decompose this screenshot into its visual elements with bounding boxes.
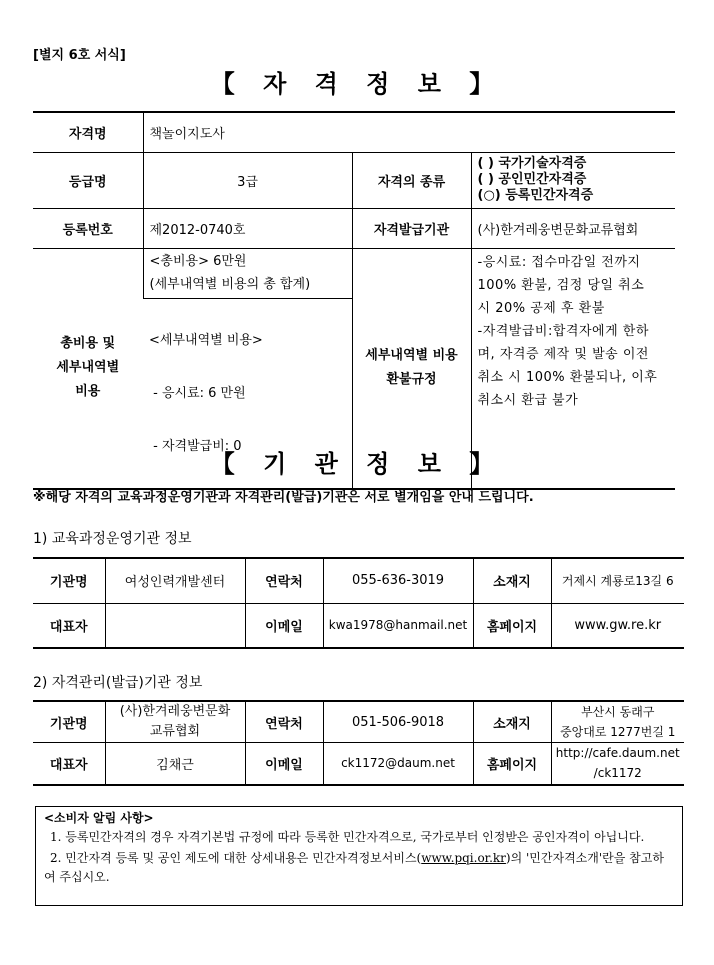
qual-issuer-label: 자격발급기관 (352, 208, 471, 248)
edu-rep-label: 대표자 (33, 603, 105, 648)
qual-type-label: 자격의 종류 (352, 152, 471, 208)
qual-issuer-value: (사)한겨레웅변문화교류협회 (471, 208, 675, 248)
issue-name-value: (사)한겨레웅변문화 교류협회 (105, 701, 245, 743)
issue-email-value: ck1172@daum.net (323, 743, 473, 785)
issue-rep-value: 김채근 (105, 743, 245, 785)
qual-grade-label: 등급명 (33, 152, 143, 208)
edu-contact-value: 055-636-3019 (323, 558, 473, 603)
qualification-section-title: 【 자 격 정 보 】 (210, 70, 504, 98)
qual-grade-value: 3급 (143, 152, 352, 208)
edu-email-value: kwa1978@hanmail.net (323, 603, 473, 648)
qual-name-value: 책놀이지도사 (143, 112, 675, 152)
qual-detail-cost: <세부내역별 비용> - 응시료: 6 만원 - 자격발급비: 0 (143, 298, 352, 489)
qual-name-label: 자격명 (33, 112, 143, 152)
edu-address-value: 거제시 계룡로13길 6 (551, 558, 684, 603)
issue-homepage-value: http://cafe.daum.net /ck1172 (551, 743, 684, 785)
issue-org-heading: 2) 자격관리(발급)기관 정보 (33, 675, 203, 691)
edu-org-table (33, 557, 684, 649)
form-label: [별지 6호 서식] (33, 48, 126, 63)
qual-reg-value: 제2012-0740호 (143, 208, 352, 248)
type-option-certified: ( ) 공인민간자격증 (477, 172, 587, 187)
consumer-notice-item-2: 2. 민간자격 등록 및 공인 제도에 대한 상세내용은 민간자격정보서비스(www.pqi.or.kr)의 '민간자격소개'란을 참고하여 주십시오. (44, 851, 664, 884)
edu-email-label: 이메일 (245, 603, 323, 648)
qual-reg-label: 등록번호 (33, 208, 143, 248)
qual-cost-label: 총비용 및 세부내역별 비용 (33, 248, 143, 489)
edu-org-heading: 1) 교육과정운영기관 정보 (33, 531, 192, 547)
edu-name-label: 기관명 (33, 558, 105, 603)
qual-refund-label: 세부내역별 비용 환불규정 (352, 248, 471, 489)
consumer-notice-item-1: 1. 등록민간자격의 경우 자격기본법 규정에 따라 등록한 민간자격으로, 국가로부터 인정받은 공인자격이 아닙니다. (50, 830, 645, 844)
type-option-registered: (○) 등록민간자격증 (477, 188, 594, 203)
issue-address-value: 부산시 동래구 중앙대로 1277번길 1 (551, 701, 684, 743)
qualification-table (33, 111, 675, 490)
edu-address-label: 소재지 (473, 558, 551, 603)
issue-org-table (33, 700, 684, 786)
issue-contact-label: 연락처 (245, 701, 323, 743)
edu-rep-value (105, 603, 245, 648)
edu-contact-label: 연락처 (245, 558, 323, 603)
org-notice: ※해당 자격의 교육과정운영기관과 자격관리(발급)기관은 서로 별개임을 안내 드립니다. (33, 490, 534, 505)
edu-homepage-value: www.gw.re.kr (551, 603, 684, 648)
consumer-notice-box (35, 806, 683, 906)
qual-refund-rules: -응시료: 접수마감일 전까지 100% 환불, 검정 당일 취소 시 20% 공제 후 환불 -자격발급비:합격자에게 한하 며, 자격증 제작 및 발송 이전 취소 시 100% 환불되나, 이후 취소시 환급 불가 (471, 248, 675, 489)
type-option-national: ( ) 국가기술자격증 (477, 156, 587, 171)
qual-type-options (471, 152, 675, 208)
qual-total-cost: <총비용> 6만원 (세부내역별 비용의 총 합계) (143, 248, 352, 298)
consumer-notice-heading: <소비자 알림 사항> (44, 811, 154, 825)
issue-name-label: 기관명 (33, 701, 105, 743)
edu-name-value: 여성인력개발센터 (105, 558, 245, 603)
edu-homepage-label: 홈페이지 (473, 603, 551, 648)
issue-email-label: 이메일 (245, 743, 323, 785)
issue-homepage-label: 홈페이지 (473, 743, 551, 785)
issue-rep-label: 대표자 (33, 743, 105, 785)
organization-section-title: 【 기 관 정 보 】 (210, 450, 504, 478)
issue-address-label: 소재지 (473, 701, 551, 743)
issue-contact-value: 051-506-9018 (323, 701, 473, 743)
pqi-link[interactable]: www.pqi.or.kr (421, 851, 506, 865)
